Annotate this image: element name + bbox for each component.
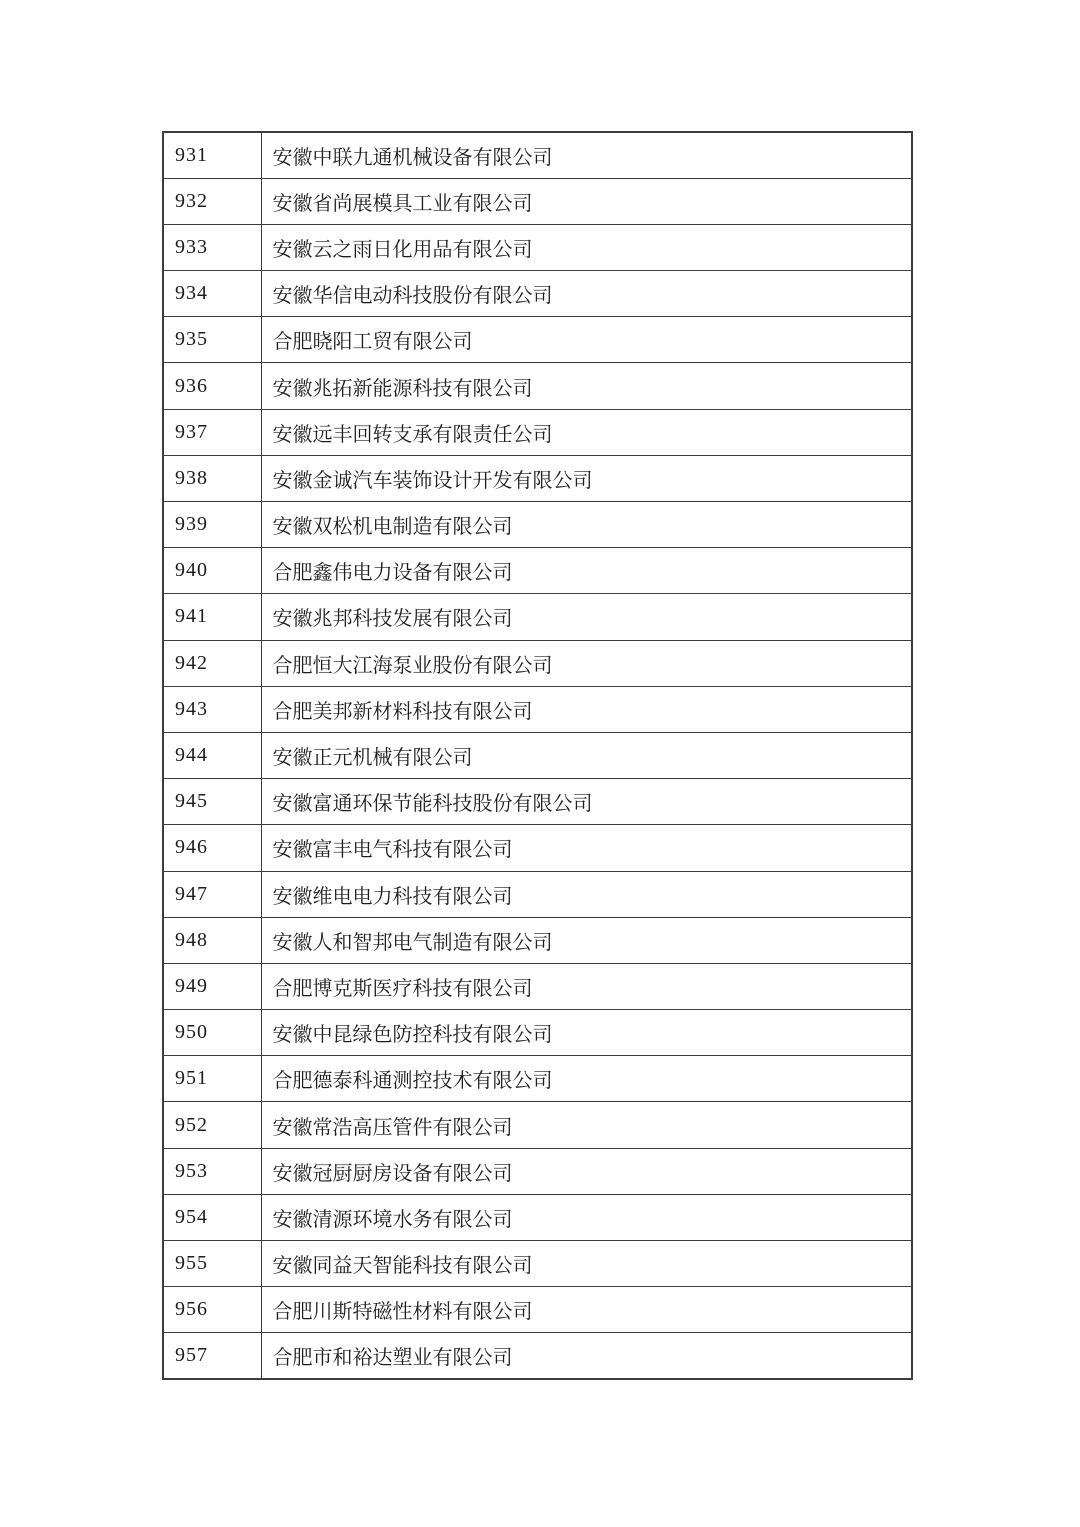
row-number-cell: 934 [163, 271, 261, 317]
row-number-cell: 953 [163, 1148, 261, 1194]
company-name-cell: 安徽兆邦科技发展有限公司 [261, 594, 912, 640]
table-row [163, 1287, 912, 1333]
table-row [163, 640, 912, 686]
table-row [163, 224, 912, 270]
row-number-cell: 932 [163, 178, 261, 224]
table-row [163, 271, 912, 317]
company-name-cell: 安徽中昆绿色防控科技有限公司 [261, 1010, 912, 1056]
row-number-cell: 937 [163, 409, 261, 455]
company-name-cell: 安徽同益天智能科技有限公司 [261, 1241, 912, 1287]
table-row [163, 825, 912, 871]
row-number-cell: 935 [163, 317, 261, 363]
table-row [163, 779, 912, 825]
table-row [163, 1148, 912, 1194]
row-number-cell: 941 [163, 594, 261, 640]
table-row [163, 594, 912, 640]
row-number-cell: 951 [163, 1056, 261, 1102]
table-row [163, 1194, 912, 1240]
company-name-cell: 合肥美邦新材料科技有限公司 [261, 686, 912, 732]
table-row [163, 502, 912, 548]
row-number-cell: 944 [163, 732, 261, 778]
table-row [163, 409, 912, 455]
table-row [163, 1056, 912, 1102]
table-row [163, 963, 912, 1009]
table-row [163, 1102, 912, 1148]
table-row [163, 1241, 912, 1287]
table-row [163, 363, 912, 409]
row-number-cell: 956 [163, 1287, 261, 1333]
row-number-cell: 933 [163, 224, 261, 270]
row-number-cell: 950 [163, 1010, 261, 1056]
table-row [163, 732, 912, 778]
company-name-cell: 合肥市和裕达塑业有限公司 [261, 1333, 912, 1379]
table-row [163, 871, 912, 917]
table-row [163, 548, 912, 594]
table-row [163, 178, 912, 224]
company-name-cell: 安徽冠厨厨房设备有限公司 [261, 1148, 912, 1194]
company-name-cell: 安徽常浩高压管件有限公司 [261, 1102, 912, 1148]
company-name-cell: 合肥德泰科通测控技术有限公司 [261, 1056, 912, 1102]
company-name-cell: 安徽兆拓新能源科技有限公司 [261, 363, 912, 409]
company-name-cell: 安徽远丰回转支承有限责任公司 [261, 409, 912, 455]
row-number-cell: 940 [163, 548, 261, 594]
company-name-cell: 安徽中联九通机械设备有限公司 [261, 132, 912, 178]
row-number-cell: 931 [163, 132, 261, 178]
row-number-cell: 946 [163, 825, 261, 871]
company-name-cell: 安徽富丰电气科技有限公司 [261, 825, 912, 871]
company-name-cell: 安徽清源环境水务有限公司 [261, 1194, 912, 1240]
company-name-cell: 安徽省尚展模具工业有限公司 [261, 178, 912, 224]
table-row [163, 132, 912, 178]
row-number-cell: 952 [163, 1102, 261, 1148]
row-number-cell: 942 [163, 640, 261, 686]
row-number-cell: 955 [163, 1241, 261, 1287]
company-name-cell: 合肥晓阳工贸有限公司 [261, 317, 912, 363]
row-number-cell: 945 [163, 779, 261, 825]
row-number-cell: 949 [163, 963, 261, 1009]
company-name-cell: 安徽正元机械有限公司 [261, 732, 912, 778]
company-name-cell: 合肥川斯特磁性材料有限公司 [261, 1287, 912, 1333]
row-number-cell: 938 [163, 455, 261, 501]
row-number-cell: 939 [163, 502, 261, 548]
company-name-cell: 合肥鑫伟电力设备有限公司 [261, 548, 912, 594]
table-row [163, 1333, 912, 1379]
company-name-cell: 安徽双松机电制造有限公司 [261, 502, 912, 548]
row-number-cell: 954 [163, 1194, 261, 1240]
table-row [163, 917, 912, 963]
company-table-body [163, 132, 912, 1379]
row-number-cell: 957 [163, 1333, 261, 1379]
company-name-cell: 安徽维电电力科技有限公司 [261, 871, 912, 917]
company-name-cell: 安徽云之雨日化用品有限公司 [261, 224, 912, 270]
company-name-cell: 安徽华信电动科技股份有限公司 [261, 271, 912, 317]
row-number-cell: 943 [163, 686, 261, 732]
table-row [163, 317, 912, 363]
company-name-cell: 安徽金诚汽车装饰设计开发有限公司 [261, 455, 912, 501]
company-list-table [162, 131, 913, 1380]
row-number-cell: 936 [163, 363, 261, 409]
table-row [163, 686, 912, 732]
company-name-cell: 安徽富通环保节能科技股份有限公司 [261, 779, 912, 825]
company-name-cell: 安徽人和智邦电气制造有限公司 [261, 917, 912, 963]
table-row [163, 455, 912, 501]
company-name-cell: 合肥博克斯医疗科技有限公司 [261, 963, 912, 1009]
company-name-cell: 合肥恒大江海泵业股份有限公司 [261, 640, 912, 686]
table-row [163, 1010, 912, 1056]
row-number-cell: 948 [163, 917, 261, 963]
row-number-cell: 947 [163, 871, 261, 917]
